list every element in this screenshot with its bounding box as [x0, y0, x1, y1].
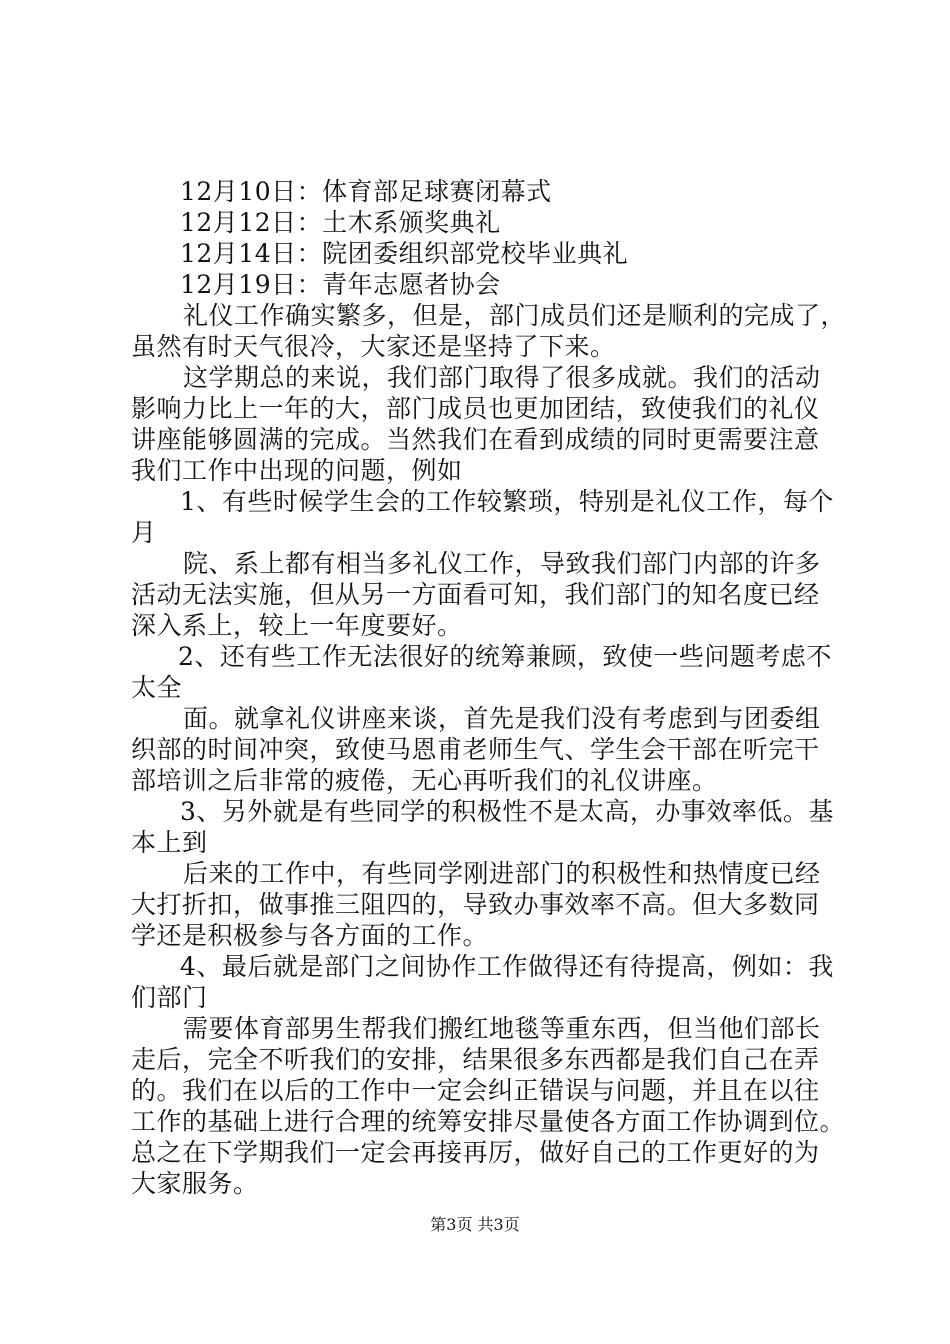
text-line: 本上到 [131, 828, 208, 857]
text-line: 4、最后就是部门之间协作工作做得还有待提高，例如：我 [180, 952, 834, 981]
text-line: 工作的基础上进行合理的统筹安排尽量使各方面工作协调到位。 [131, 1107, 846, 1136]
text-line: 12月19日：青年志愿者协会 [180, 270, 501, 299]
text-line: 太全 [131, 673, 183, 702]
text-line: 部培训之后非常的疲倦，无心再听我们的礼仪讲座。 [131, 766, 718, 795]
text-line: 活动无法实施，但从另一方面看可知，我们部门的知名度已经 [131, 580, 820, 609]
text-line: 1、有些时候学生会的工作较繁琐，特别是礼仪工作，每个 [180, 487, 834, 516]
text-line: 礼仪工作确实繁多，但是，部门成员们还是顺利的完成了， [183, 301, 847, 330]
text-line: 织部的时间冲突，致使马恩甫老师生气、学生会干部在听完干 [131, 735, 820, 764]
text-line: 们部门 [131, 983, 208, 1012]
text-line: 面。就拿礼仪讲座来谈，首先是我们没有考虑到与团委组 [183, 704, 821, 733]
page-footer: 第3页 共3页 [430, 1215, 520, 1234]
text-line: 讲座能够圆满的完成。当然我们在看到成绩的同时更需要注意 [131, 425, 820, 454]
text-line: 12月12日：土木系颁奖典礼 [180, 208, 501, 237]
text-line: 我们工作中出现的问题，例如 [131, 456, 463, 485]
text-line: 月 [131, 518, 157, 547]
text-line: 虽然有时天气很冷，大家还是坚持了下来。 [131, 332, 616, 361]
text-line: 院、系上都有相当多礼仪工作，导致我们部门内部的许多 [183, 549, 821, 578]
text-line: 大打折扣，做事推三阻四的，导致办事效率不高。但大多数同 [131, 890, 820, 919]
text-line: 走后，完全不听我们的安排，结果很多东西都是我们自己在弄 [131, 1045, 820, 1074]
text-line: 影响力比上一年的大，部门成员也更加团结，致使我们的礼仪 [131, 394, 820, 423]
text-line: 这学期总的来说，我们部门取得了很多成就。我们的活动 [183, 363, 821, 392]
text-line: 大家服务。 [131, 1169, 259, 1198]
text-line: 后来的工作中，有些同学刚进部门的积极性和热情度已经 [183, 859, 821, 888]
text-line: 的。我们在以后的工作中一定会纠正错误与问题，并且在以往 [131, 1076, 820, 1105]
text-line: 学还是积极参与各方面的工作。 [131, 921, 489, 950]
text-line: 12月14日：院团委组织部党校毕业典礼 [180, 239, 629, 268]
text-line: 2、还有些工作无法很好的统筹兼顾，致使一些问题考虑不 [178, 642, 832, 671]
text-line: 12月10日：体育部足球赛闭幕式 [180, 177, 552, 206]
text-line: 深入系上，较上一年度要好。 [131, 611, 463, 640]
text-line: 总之在下学期我们一定会再接再厉，做好自己的工作更好的为 [131, 1138, 820, 1167]
text-line: 3、另外就是有些同学的积极性不是太高，办事效率低。基 [180, 797, 834, 826]
text-line: 需要体育部男生帮我们搬红地毯等重东西，但当他们部长 [183, 1014, 821, 1043]
